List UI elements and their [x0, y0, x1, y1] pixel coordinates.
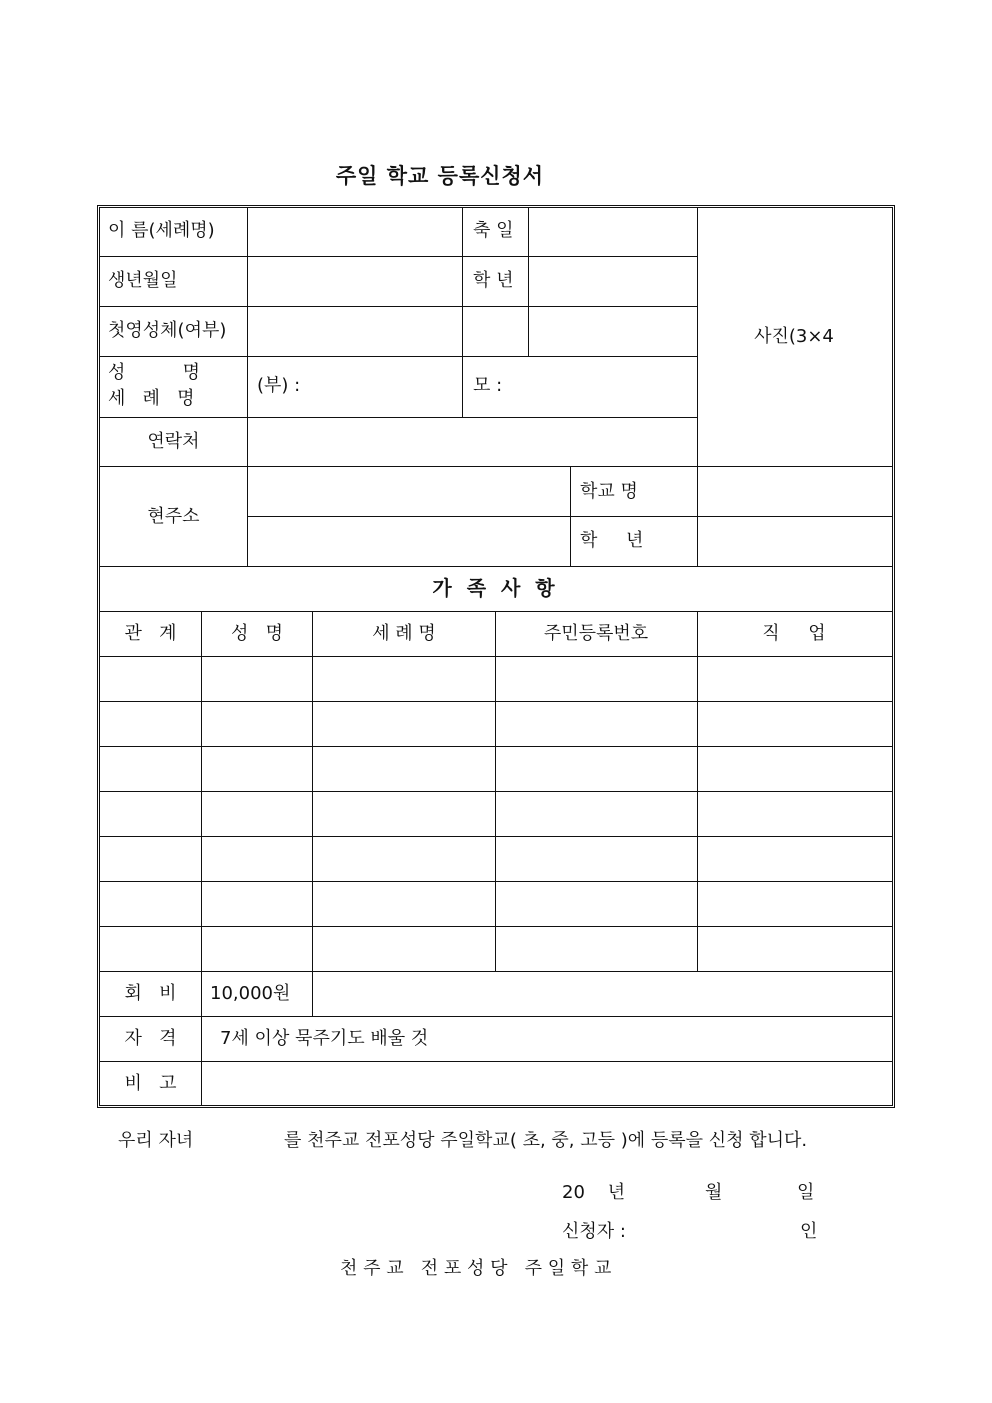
- grade-label: 학 년: [473, 270, 514, 291]
- mother-label: 모 :: [473, 375, 503, 396]
- grid-line: [201, 1016, 202, 1105]
- applicant-label: 신청자 :: [562, 1221, 626, 1242]
- feast-day-label: 축 일: [473, 220, 514, 241]
- grid-line: [201, 611, 202, 1016]
- grid-line: [100, 611, 892, 612]
- grid-line: [100, 701, 892, 702]
- name-label: 이 름(세례명): [108, 220, 215, 241]
- qualification-value: 7세 이상 묵주기도 배울 것: [220, 1028, 429, 1049]
- school-grade-label: 학 년: [580, 530, 644, 551]
- form-title: 주일 학교 등록신청서: [335, 164, 545, 188]
- grid-line: [697, 611, 698, 971]
- first-communion-label: 첫영성체(여부): [108, 320, 227, 341]
- grid-line: [697, 466, 698, 566]
- note-label: 비 고: [124, 1073, 177, 1094]
- contact-label: 연락처: [147, 431, 200, 452]
- seal-mark: 인: [800, 1221, 818, 1242]
- family-header-baptism: 세 례 명: [372, 623, 436, 644]
- father-label: (부) :: [257, 375, 301, 396]
- family-header-occupation: 직 업: [762, 623, 826, 644]
- grid-line: [100, 256, 697, 257]
- school-name-label: 학교 명: [580, 481, 638, 502]
- grid-line: [100, 836, 892, 837]
- grid-line: [100, 466, 892, 467]
- grid-line: [495, 611, 496, 971]
- parents-name-label: 성 명: [108, 362, 200, 383]
- grid-line: [100, 566, 892, 567]
- family-header-id-number: 주민등록번호: [543, 623, 649, 644]
- grid-line: [100, 926, 892, 927]
- qualification-label: 자 격: [124, 1028, 177, 1049]
- grid-line: [100, 971, 892, 972]
- grid-line: [570, 466, 571, 566]
- date-month: 월: [705, 1182, 723, 1203]
- grid-line: [100, 656, 892, 657]
- photo-placeholder: 사진(3×4: [754, 326, 834, 347]
- grid-line: [247, 208, 248, 566]
- registration-form: [97, 205, 895, 1108]
- grid-line: [462, 208, 463, 417]
- footer-text-a: 우리 자녀: [118, 1130, 194, 1151]
- grid-line: [100, 881, 892, 882]
- organization-name: 천 주 교 전 포 성 당 주 일 학 교: [340, 1258, 612, 1279]
- birthdate-label: 생년월일: [108, 270, 178, 291]
- grid-line: [100, 417, 697, 418]
- family-header-name: 성 명: [231, 623, 283, 644]
- parents-baptism-label: 세 례 명: [108, 388, 195, 409]
- grid-line: [100, 306, 697, 307]
- grid-line: [312, 971, 313, 1016]
- family-section-title: 가 족 사 항: [432, 576, 559, 600]
- footer-text-b: 를 천주교 전포성당 주일학교( 초, 중, 고등 )에 등록을 신청 합니다.: [284, 1130, 808, 1151]
- grid-line: [100, 746, 892, 747]
- grid-line: [100, 791, 892, 792]
- address-label: 현주소: [147, 506, 200, 527]
- grid-line: [528, 208, 529, 356]
- date-day: 일: [797, 1182, 815, 1203]
- fee-value: 10,000원: [210, 983, 291, 1004]
- grid-line: [312, 611, 313, 971]
- family-header-relation: 관 계: [124, 623, 177, 644]
- grid-line: [100, 1016, 892, 1017]
- fee-label: 회 비: [124, 983, 177, 1004]
- grid-line: [100, 1061, 892, 1062]
- date-year: 20 년: [562, 1182, 626, 1203]
- grid-line: [100, 356, 697, 357]
